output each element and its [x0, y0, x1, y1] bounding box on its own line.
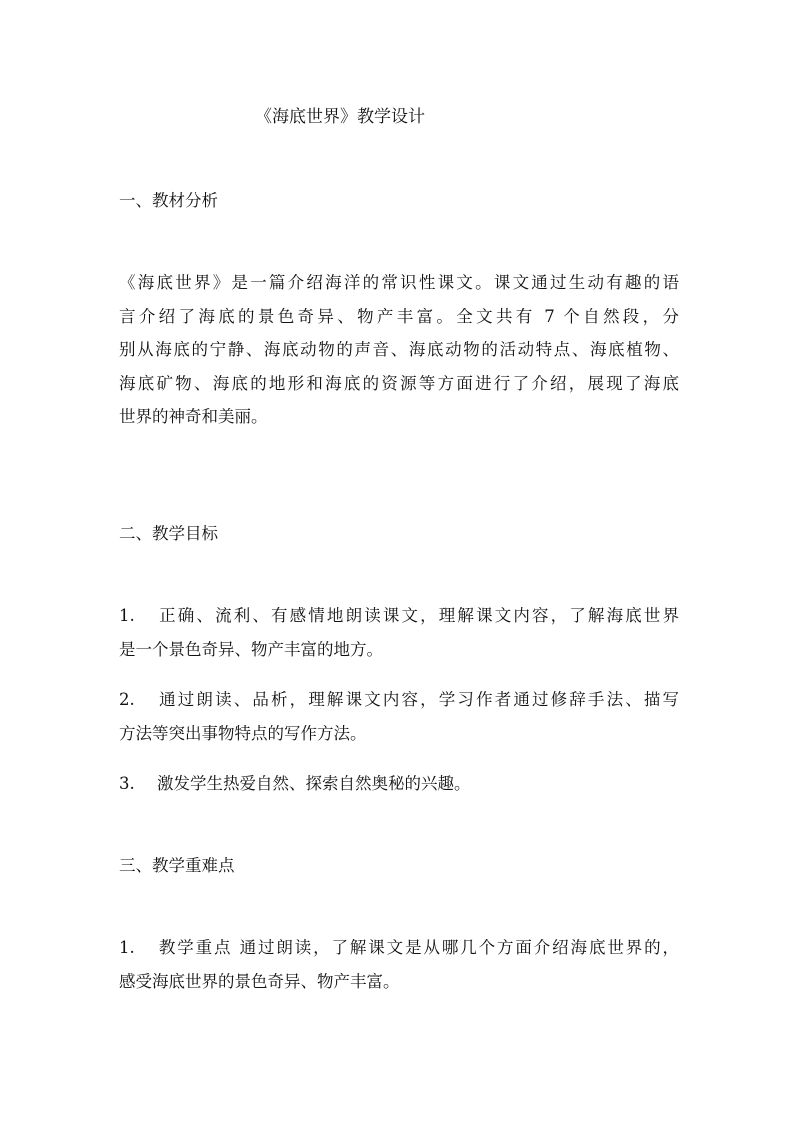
list-item-text: 正确、流利、有感情地朗读课文，理解课文内容，了解海底世界 [157, 606, 679, 625]
list-item [119, 767, 679, 801]
list-item-text: 教学重点 通过朗读，了解课文是从哪几个方面介绍海底世界的， [157, 938, 679, 957]
list-item-line: 感受海底世界的景色奇异、物产丰富。 [119, 971, 400, 991]
paragraph-line: 世界的神奇和美丽。 [119, 407, 268, 426]
list-item [119, 683, 679, 750]
list-item-number: 2. [119, 690, 135, 709]
list-item-line: 方法等突出事物特点的写作方法。 [119, 723, 367, 743]
list-item-text: 激发学生热爱自然、探索自然奥秘的兴趣。 [157, 774, 471, 793]
list-item-number: 3. [119, 774, 135, 793]
list-item-number: 1. [119, 938, 135, 957]
section-heading-key-difficulties: 三、教学重难点 [119, 856, 235, 875]
section-heading-textbook-analysis: 一、教材分析 [119, 191, 218, 210]
paragraph-line: 《海底世界》是一篇介绍海洋的常识性课文。课文通过生动有趣的语 [119, 273, 679, 292]
list-item [119, 931, 679, 998]
list-item-line [119, 683, 679, 717]
list-item [119, 599, 679, 666]
list-item-line [119, 931, 679, 965]
list-item-line [119, 599, 679, 633]
document-title: 《海底世界》教学设计 [255, 107, 425, 127]
section-heading-teaching-goals: 二、教学目标 [119, 524, 218, 543]
paragraph-textbook-analysis [119, 266, 679, 434]
list-item-line: 是一个景色奇异、物产丰富的地方。 [119, 639, 383, 659]
paragraph-line: 海底矿物、海底的地形和海底的资源等方面进行了介绍，展现了海底 [119, 373, 679, 393]
list-item-number: 1. [119, 606, 135, 625]
paragraph-line: 言介绍了海底的景色奇异、物产丰富。全文共有 7 个自然段，分 [119, 306, 679, 326]
paragraph-line: 别从海底的宁静、海底动物的声音、海底动物的活动特点、海底植物、 [119, 340, 679, 359]
list-item-line [119, 767, 679, 801]
list-item-text: 通过朗读、品析，理解课文内容，学习作者通过修辞手法、描写 [157, 690, 679, 709]
